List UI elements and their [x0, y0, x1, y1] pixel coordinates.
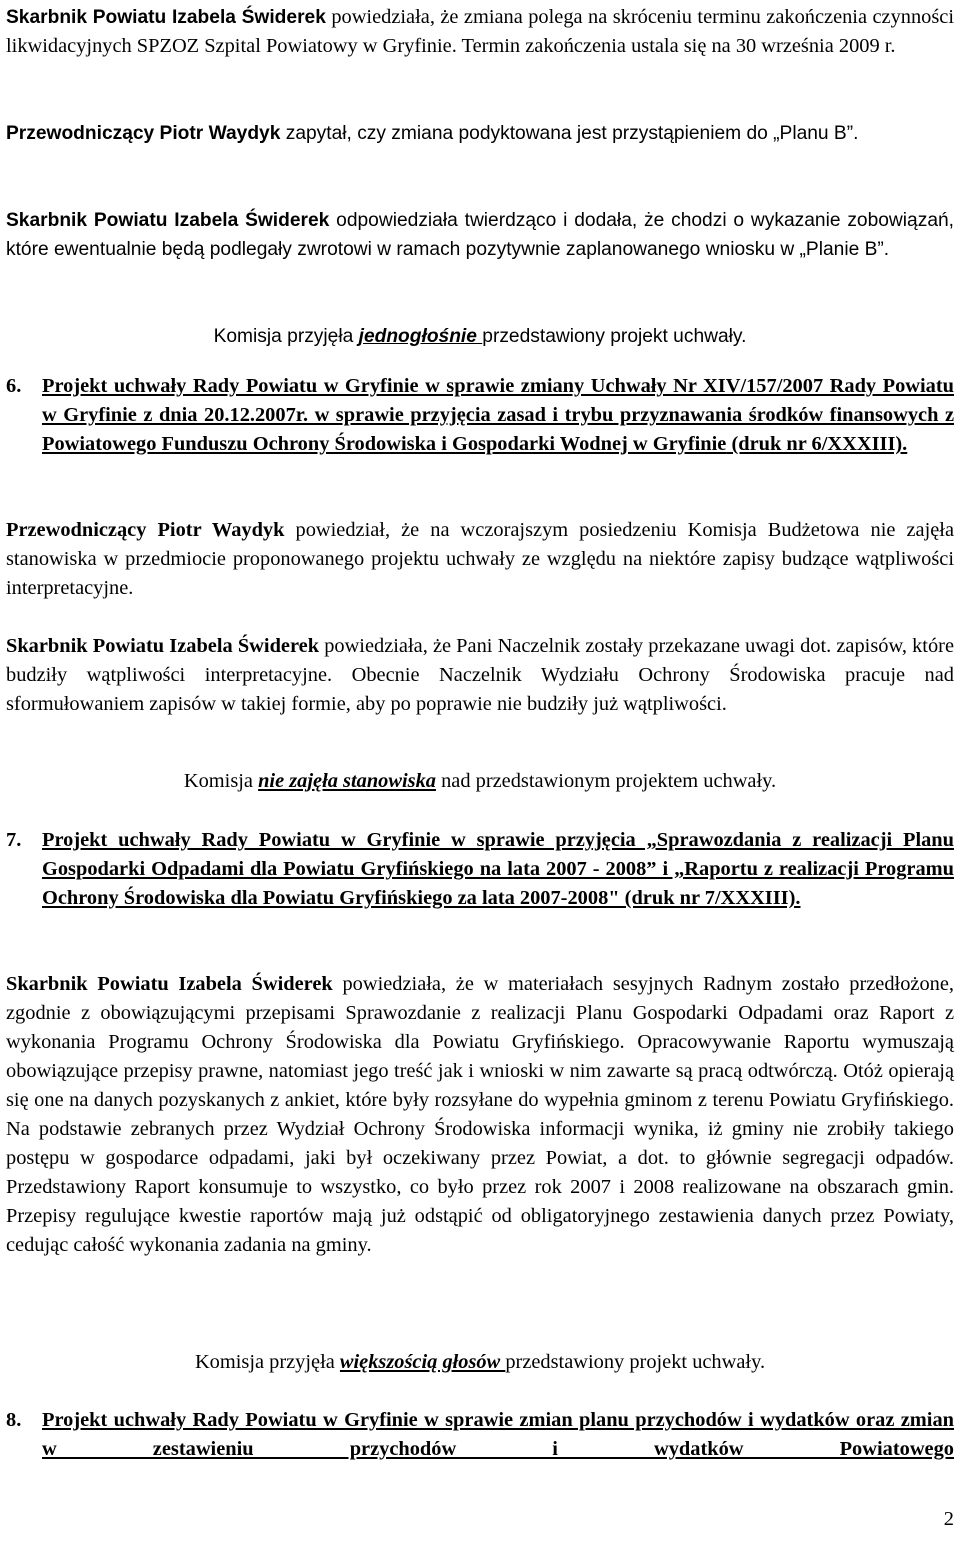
speaker-name: Skarbnik Powiatu Izabela Świderek: [6, 635, 320, 657]
paragraph-text: powiedział, że na wczorajszym posiedzeniu Komisja Budżetowa nie zajęła stanowiska w przedmiocie proponowanego projektu uchwały ze względu na niektóre zapisy budzące wątpliwości interpretacyjne.: [6, 519, 955, 599]
speaker-name: Przewodniczący Piotr Waydyk: [6, 519, 285, 541]
item-number: 6.: [6, 375, 22, 397]
paragraph-5: [6, 632, 954, 719]
agenda-item-6: [6, 372, 954, 459]
vote-result: większością głosów: [339, 1351, 506, 1373]
item-title: Projekt uchwały Rady Powiatu w Gryfinie w sprawie zmian planu przychodów i wydatków oraz zmian w zestawieniu przychodów i wydatków Powiatowego: [42, 1409, 954, 1460]
paragraph-text: powiedziała, że w materiałach sesyjnych Radnym zostało przedłożone, zgodnie z obowiązującymi przepisami Sprawozdanie z realizacji Planu Gospodarki Odpadami oraz Raport z wykonania Programu Ochrony Środowiska dla Powiatu Gryfińskiego. Opracowywanie Raportu wymuszają obowiązujące przepisy prawne, natomiast jego treść jak i wnioski w nim zawarte są pracą odtwórczą. Otóż opierają się one na danych pozyskanych z ankiet, które były rozsyłane do wypełnia gminom z terenu Powiatu Gryfińskiego. Na podstawie zebranych przez Wydział Ochrony Środowiska informacji wynika, iż gminy nie zrobiły takiego postępu w gospodarce odpadami, jaki był oczekiwany przez Powiat, a dot. to głównie segregacji odpadów. Przedstawiony Raport konsumuje to wszystko, co było przez rok 2007 i 2008 realizowane na obszarach gmin. Przepisy regulujące kwestie raportów mają już odstąpić od obligatoryjnego zestawienia danych przez Powiaty, cedując całość wykonania zadania na gminy.: [6, 973, 954, 1256]
speaker-name: Skarbnik Powiatu Izabela Świderek: [6, 7, 326, 28]
vote-text: Komisja przyjęła: [194, 1351, 340, 1373]
paragraph-text: zapytał, czy zmiana podyktowana jest przystąpieniem do „Planu B”.: [280, 123, 859, 144]
vote-text: przedstawiony projekt uchwały.: [482, 326, 747, 347]
item-number: 7.: [6, 829, 22, 851]
item-title: Projekt uchwały Rady Powiatu w Gryfinie w sprawie przyjęcia „Sprawozdania z realizacji Planu Gospodarki Odpadami dla Powiatu Gryfińskiego na lata 2007 - 2008” i „Raportu z realizacji Programu Ochrony Środowiska dla Powiatu Gryfińskiego za lata 2007-2008" (druk nr 7/XXXIII).: [42, 829, 954, 909]
committee-vote-3: [6, 1348, 954, 1377]
paragraph-1: [6, 3, 954, 61]
paragraph-text: powiedziała, że zmiana polega na skróceniu terminu zakończenia czynności likwidacyjnych SPZOZ Szpital Powiatowy w Gryfinie. Termin zakończenia ustala się na 30 września 2009 r.: [6, 6, 954, 57]
paragraph-3: [6, 206, 954, 264]
committee-vote-2: [6, 767, 954, 796]
vote-result: nie zajęła stanowiska: [258, 770, 436, 792]
item-title: [42, 372, 954, 459]
paragraph-2: [6, 119, 954, 148]
item-druk: (druk nr 6/XXXIII).: [731, 433, 908, 455]
item-title-text: Projekt uchwały Rady Powiatu w Gryfinie w sprawie zmiany Uchwały Nr XIV/157/2007 Rady Powiatu w Gryfinie z dnia 20.12.2007r. w sprawie przyjęcia zasad i trybu przyznawania środków finansowych z Powiatowego Funduszu Ochrony Środowiska i Gospodarki Wodnej w Gryfinie: [42, 375, 954, 455]
agenda-item-8: [6, 1406, 954, 1464]
committee-vote-1: [6, 322, 954, 351]
speaker-name: Skarbnik Powiatu Izabela Świderek: [6, 973, 333, 995]
vote-text: nad przedstawionym projektem uchwały.: [435, 770, 777, 792]
page-number: 2: [943, 1508, 954, 1530]
vote-text: Komisja przyjęła: [213, 326, 359, 347]
speaker-name: Skarbnik Powiatu Izabela Świderek: [6, 210, 330, 231]
paragraph-text: powiedziała, że Pani Naczelnik zostały przekazane uwagi dot. zapisów, które budziły wątpliwości interpretacyjne. Obecnie Naczelnik Wydziału Ochrony Środowiska pracuje nad sformułowaniem zapisów w takiej formie, aby po poprawie nie budziły już wątpliwości.: [6, 635, 954, 715]
speaker-name: Przewodniczący Piotr Waydyk: [6, 123, 281, 144]
paragraph-text: odpowiedziała twierdząco i dodała, że chodzi o wykazanie zobowiązań, które ewentualnie będą podlegały zwrotowi w ramach pozytywnie zaplanowanego wniosku w „Planie B”.: [6, 210, 954, 260]
paragraph-4: [6, 516, 954, 603]
vote-result: jednogłośnie: [358, 326, 483, 347]
vote-text: przedstawiony projekt uchwały.: [505, 1351, 766, 1373]
vote-text: Komisja: [183, 770, 259, 792]
agenda-item-7: [6, 826, 954, 913]
item-number: 8.: [6, 1409, 22, 1431]
paragraph-6: [6, 970, 954, 1260]
